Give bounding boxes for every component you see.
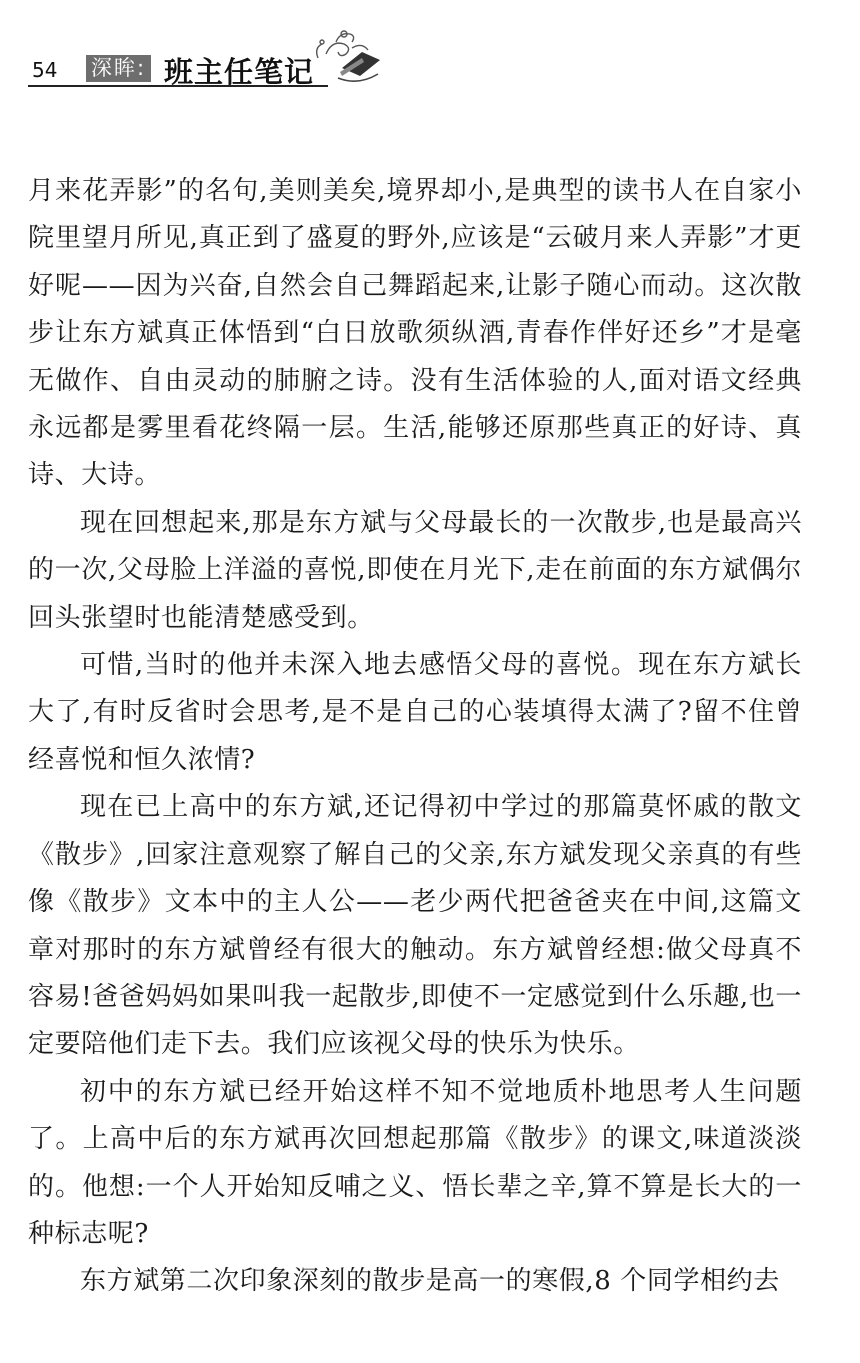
book-ornament-icon: [278, 28, 388, 88]
paragraph: 月来花弄影”的名句,美则美矣,境界却小,是典型的读书人在自家小院里望月所见,真正到了盛夏的野外,应该是“云破月来人弄影”才更好呢——因为兴奋,自然会自己舞蹈起来,让影子随心而动。这次散步让东方斌真正体悟到“白日放歌须纵酒,青春作伴好还乡”才是毫无做作、自由灵动的肺腑之诗。没有生活体验的人,面对语文经典永远都是雾里看花终隔一层。生活,能够还原那些真正的好诗、真诗、大诗。: [28, 176, 802, 491]
paragraph: 东方斌第二次印象深刻的散步是高一的寒假,8 个同学相约去: [80, 1266, 780, 1297]
paragraph: 初中的东方斌已经开始这样不知不觉地质朴地思考人生问题了。上高中后的东方斌再次回想起那篇《散步》的课文,味道淡淡的。他想:一个人开始知反哺之义、悟长辈之辛,算不算是长大的一种标志呢?: [28, 1076, 802, 1249]
page-number: 54: [32, 58, 58, 82]
paragraph: 现在回想起来,那是东方斌与父母最长的一次散步,也是最高兴的一次,父母脸上洋溢的喜悦,即使在月光下,走在前面的东方斌偶尔回头张望时也能清楚感受到。: [28, 507, 802, 633]
paragraph: 可惜,当时的他并未深入地去感悟父母的喜悦。现在东方斌长大了,有时反省时会思考,是不是自己的心装填得太满了?留不住曾经喜悦和恒久浓情?: [28, 650, 802, 775]
section-label: 深眸:: [86, 55, 151, 82]
book-title: 班主任笔记: [164, 55, 315, 89]
paragraph: 现在已上高中的东方斌,还记得初中学过的那篇莫怀戚的散文《散步》,回家注意观察了解自己的父亲,东方斌发现父亲真的有些像《散步》文本中的主人公——老少两代把爸爸夹在中间,这篇文章对那时的东方斌曾经有很大的触动。东方斌曾经想:做父母真不容易!爸爸妈妈如果叫我一起散步,即使不一定感觉到什么乐趣,也一定要陪他们走下去。我们应该视父母的快乐为快乐。: [28, 792, 802, 1060]
body-text: [28, 168, 802, 1306]
page-header: [28, 28, 388, 90]
